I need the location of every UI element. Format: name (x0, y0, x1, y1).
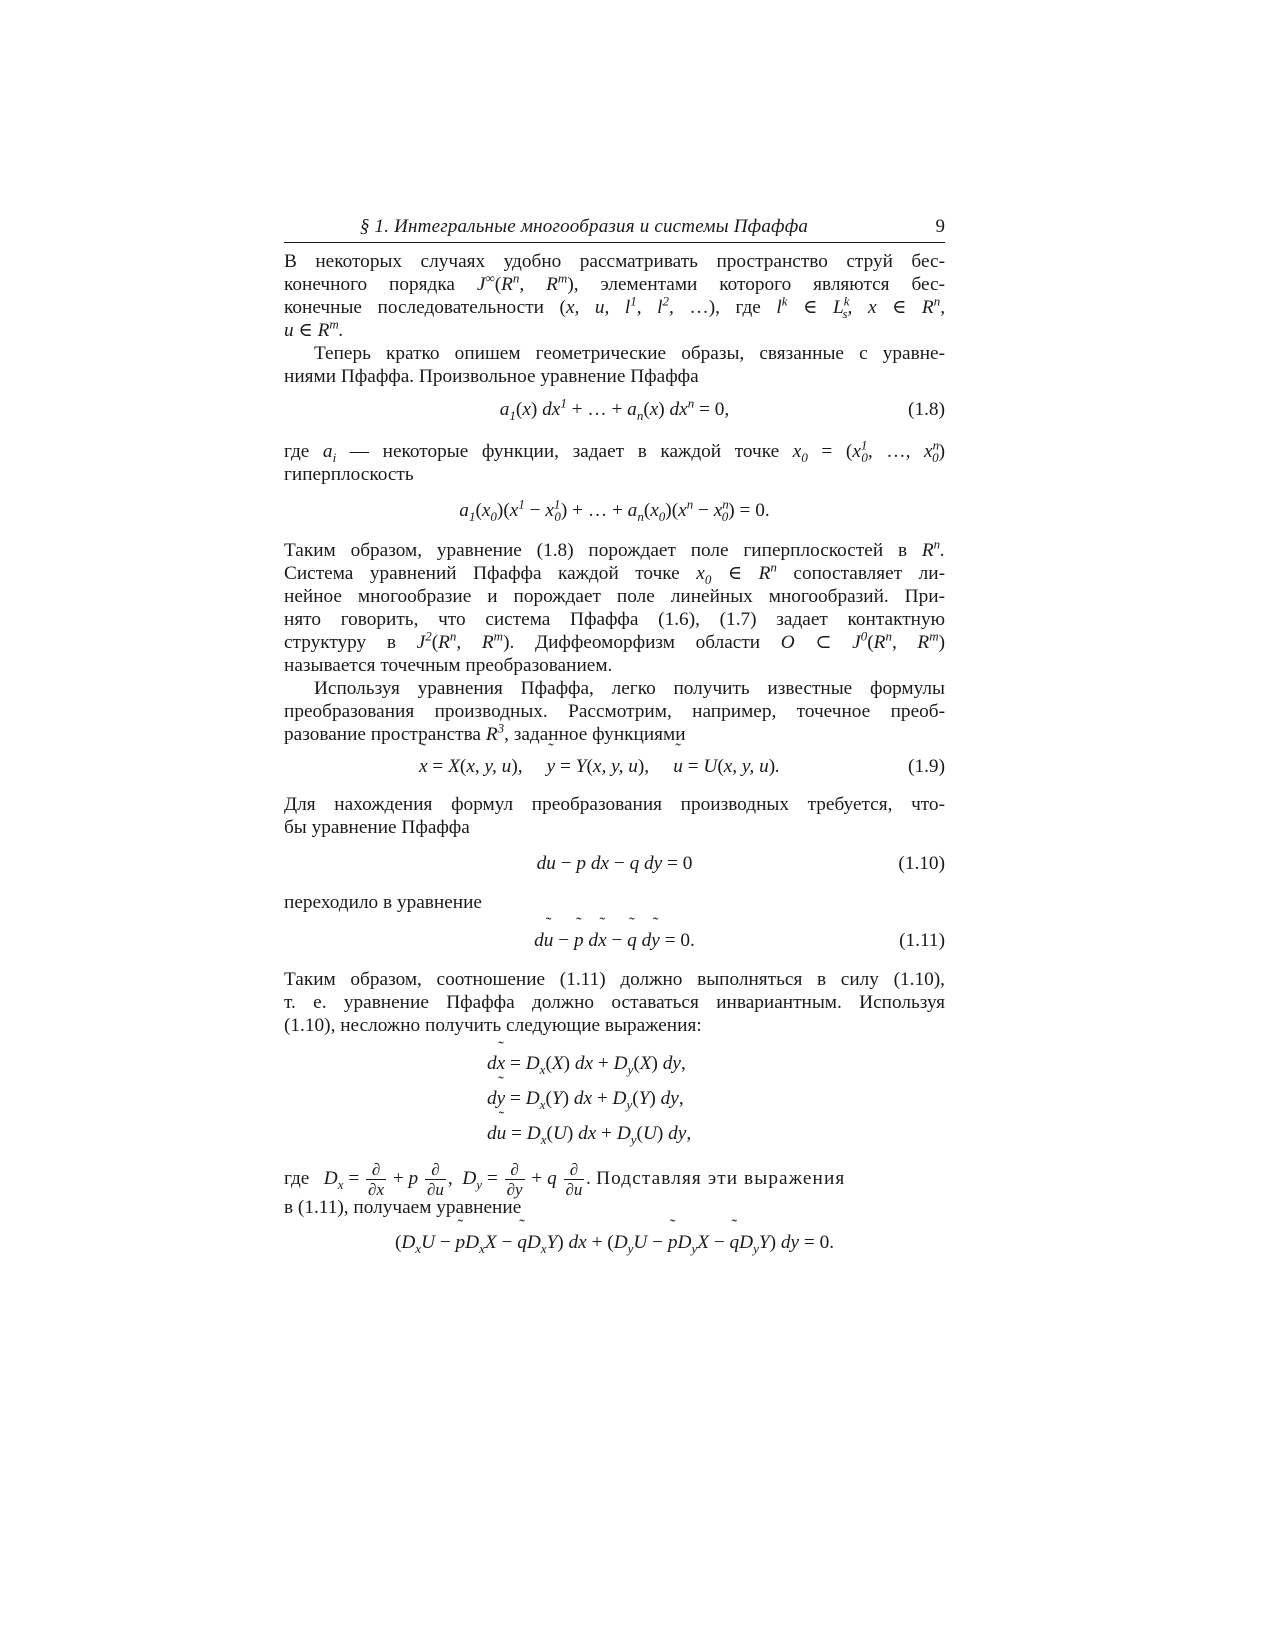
equation-1-10: du − p dx − q dy = 0 (1.10) (536, 853, 945, 874)
text-line: преобразования производных. Рассмотрим, например, точечное преоб- (284, 701, 945, 722)
text-line: Для нахождения формул преобразования производных требуется, что- (284, 794, 945, 815)
math-inline: $a_i$ (322, 441, 337, 465)
text-line: в (1.11), получаем уравнение (284, 1197, 522, 1218)
math-inline: $x_0 = (x^1_0$, …, $x^n_0$) (792, 437, 945, 465)
page-number: 9 (935, 216, 945, 237)
text-line: конечные последовательности (x, u, $l^1$, $l^2$, …), где $l^k$ ∈ $L^k_s$, x ∈ $R^n$, (284, 293, 946, 321)
equation-1-9: ˜ x = X(x, y, u), ˜ y = Y(x, y, u), ˜ u = U(x, y, u). (1.9) (284, 756, 945, 784)
math-inline: (x, u, $l^1$, $l^2$, …) (559, 293, 716, 318)
text-line: гиперплоскость (284, 464, 414, 485)
equation-1-8: $a_1(x) dx^1$ + … + $a_n(x) dx^n = 0$, (1.8) (499, 395, 945, 423)
text-line: структуру в $J^2(R^n$, $R^m$). Диффеоморфизм области O ⊂ $J^0(R^n$, $R^m$) (284, 628, 946, 653)
running-header (284, 216, 945, 243)
text-line: нейное многообразие и порождает поле линейных многообразий. При- (284, 586, 945, 607)
text-line: переходило в уравнение (284, 892, 482, 913)
equation-number: (1.11) (899, 930, 945, 951)
math-inline: $D_x$ = $\frac{\partial}{\partial x}$ + p $\frac{\partial}{\partial u}$ , $D_y$ = $\frac{\partial}{\partial y}$ + q $\frac{\partial}{\partial u}$ . (323, 1160, 592, 1200)
equation-number: (1.8) (908, 399, 945, 420)
equation-hyperplane: $a_1(x_0)(x^1 - x^1_0)$ + … + $a_n(x_0)(x^n - x^n_0) = 0$. (459, 496, 770, 524)
math-inline: $l^k$ ∈ $L^k_s$, (776, 293, 853, 321)
text-line: где $D_x$ = $\frac{\partial}{\partial x}$ + p $\frac{\partial}{\partial u}$ , $D_y$ = $\frac{\partial}{\partial y}$ + q $\frac{\partial}{\partial u}$ . Подставляя эти выражения (284, 1160, 846, 1200)
math-inline: O ⊂ $J^0(R^n$, $R^m$) (780, 628, 946, 653)
math-inline: $x_0$ ∈ $R^n$ (696, 559, 777, 587)
math-inline: $J^2(R^n$, $R^m$) (416, 628, 510, 653)
text-line: Таким образом, соотношение (1.11) должно выполняться в силу (1.10), (284, 969, 945, 990)
math-inline: $R^3$ (485, 720, 505, 745)
text-line: В некоторых случаях удобно рассматривать пространство струй бес- (284, 251, 945, 272)
text-line: (1.10), несложно получить следующие выражения: (284, 1015, 702, 1036)
text-line: бы уравнение Пфаффа (284, 817, 470, 838)
text-line: Система уравнений Пфаффа каждой точке $x_0$ ∈ $R^n$ сопоставляет ли- (284, 559, 946, 587)
math-inline: x ∈ $R^n$, (867, 293, 946, 318)
equation-number: (1.9) (908, 756, 945, 777)
text-line (284, 316, 945, 343)
equation-final: ($D_xU$ − ˜ $pD_xX$ − ˜ $qD_xY$) dx + ($D_yU$ − ˜ $pD_yX$ − ˜ $qD_yY$) dy = 0. (284, 1232, 945, 1260)
text-line: называется точечным преобразованием. (284, 655, 613, 676)
math-inline: $J^\infty(R^n$, $R^m$) (476, 270, 574, 295)
text-line: где $a_i$ — некоторые функции, задает в каждой точке $x_0 = (x^1_0$, …, $x^n_0$) (284, 437, 945, 465)
math-inline: $R^n$. (921, 536, 945, 561)
text-line: конечного порядка $J^\infty(R^n$, $R^m$), элементами которого являются бес- (284, 270, 946, 295)
text-line: ниями Пфаффа. Произвольное уравнение Пфаффа (284, 366, 699, 387)
equation-1-11: d˜ u − ˜ p d˜ x − ˜ q d˜ y = 0. (1.11) (284, 930, 945, 958)
math-inline: u ∈ $R^m$. (284, 316, 344, 341)
text-line: Таким образом, уравнение (1.8) порождает поле гиперплоскостей в $R^n$. (284, 536, 945, 561)
text-line: нято говорить, что система Пфаффа (1.6), (1.7) задает контактную (284, 609, 945, 630)
running-title: § 1. Интегральные многообразия и системы Пфаффа (359, 216, 809, 237)
equation-number: (1.10) (898, 853, 945, 874)
text-line: разование пространства $R^3$, заданное функциями (284, 720, 686, 745)
text-line: Теперь кратко опишем геометрические образы, связанные с уравне- (314, 343, 945, 364)
text-line: т. е. уравнение Пфаффа должно оставаться инвариантным. Используя (284, 992, 945, 1013)
text-line: Используя уравнения Пфаффа, легко получить известные формулы (314, 678, 945, 699)
equation-system-differentials: d˜ $x = D_x(X)$ dx + $D_y(X)$ dy, d˜ $y = D_x(Y)$ dx + $D_y(Y)$ dy, d˜ $u = D_x(U)$ dx + $D_y(U)$ dy, (487, 1046, 691, 1151)
